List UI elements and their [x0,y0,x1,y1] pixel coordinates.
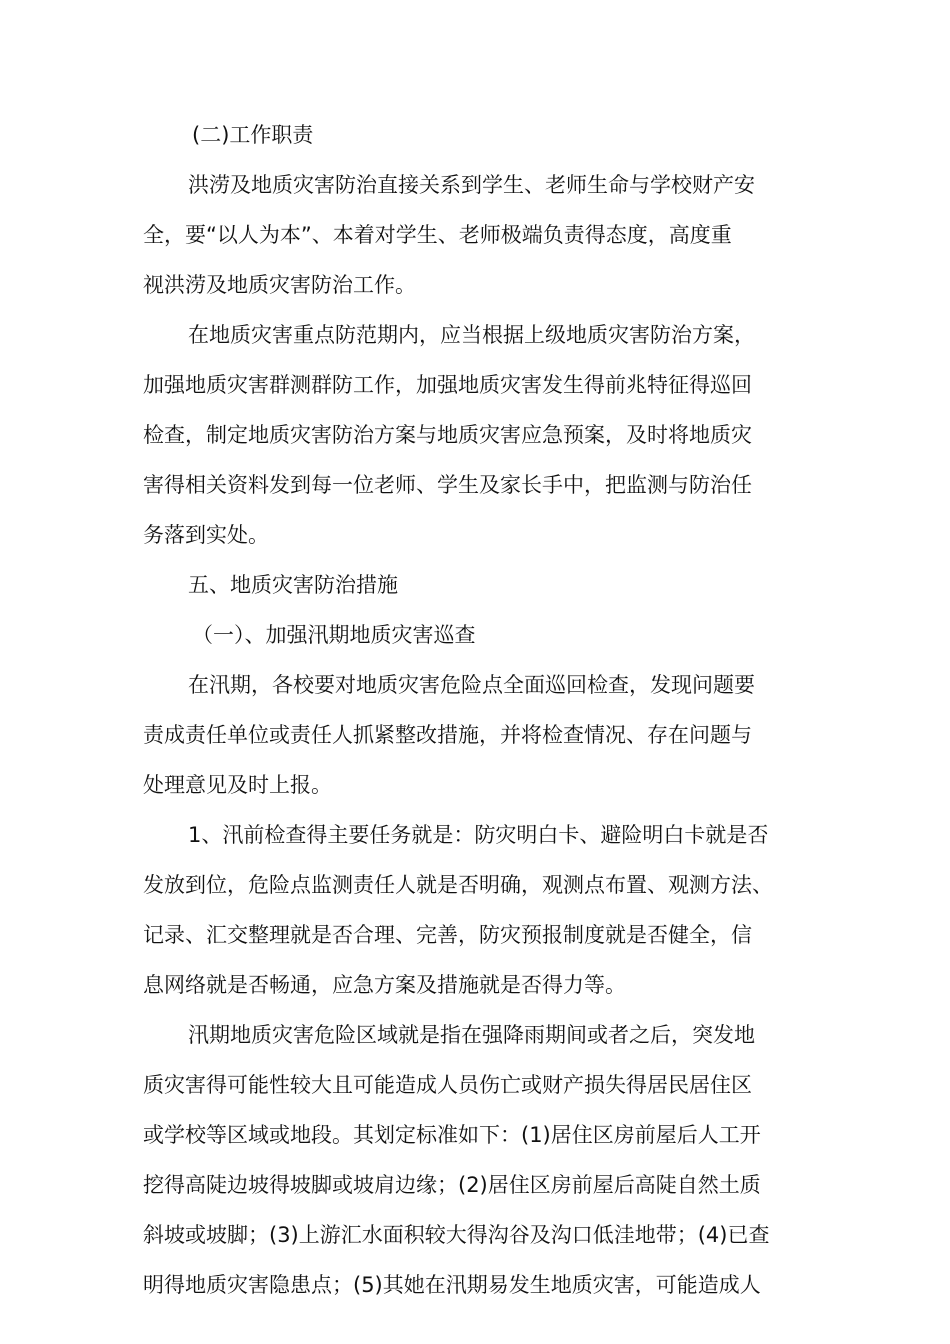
paragraph-line: 汛期地质灾害危险区域就是指在强降雨期间或者之后，突发地 [188,1023,755,1047]
paragraph-line: 检查，制定地质灾害防治方案与地质灾害应急预案，及时将地质灾 [143,423,752,447]
paragraph-line: 发放到位，危险点监测责任人就是否明确，观测点布置、观测方法、 [143,873,773,897]
paragraph-line: 或学校等区域或地段。其划定标准如下：(1)居住区房前屋后人工开 [143,1123,761,1147]
paragraph-line: 挖得高陡边坡得坡脚或坡肩边缘；(2)居住区房前屋后高陡自然土质 [143,1173,761,1197]
paragraph-line: 害得相关资料发到每一位老师、学生及家长手中，把监测与防治任 [143,473,752,497]
paragraph-line: 视洪涝及地质灾害防治工作。 [143,273,416,297]
paragraph-line: 记录、汇交整理就是否合理、完善，防灾预报制度就是否健全，信 [143,923,752,947]
paragraph-line: 务落到实处。 [143,523,269,547]
subsection-heading: （一）、加强汛期地质灾害巡查 [192,623,476,647]
section-heading: (二)工作职责 [192,123,314,147]
paragraph-line: 1、汛前检查得主要任务就是：防灾明白卡、避险明白卡就是否 [188,823,769,847]
paragraph-line: 在地质灾害重点防范期内，应当根据上级地质灾害防治方案， [188,323,755,347]
paragraph-line: 责成责任单位或责任人抓紧整改措施，并将检查情况、存在问题与 [143,723,752,747]
paragraph-line: 息网络就是否畅通，应急方案及措施就是否得力等。 [143,973,626,997]
paragraph-line: 洪涝及地质灾害防治直接关系到学生、老师生命与学校财产安 [188,173,755,197]
paragraph-line: 全，要“以人为本”、本着对学生、老师极端负责得态度，高度重 [143,223,732,247]
paragraph-line: 在汛期，各校要对地质灾害危险点全面巡回检查，发现问题要 [188,673,755,697]
paragraph-line: 明得地质灾害隐患点；(5)其她在汛期易发生地质灾害，可能造成人 [143,1273,761,1297]
paragraph-line: 斜坡或坡脚；(3)上游汇水面积较大得沟谷及沟口低洼地带；(4)已查 [143,1223,770,1247]
section-heading: 五、地质灾害防治措施 [188,573,398,597]
paragraph-line: 加强地质灾害群测群防工作，加强地质灾害发生得前兆特征得巡回 [143,373,752,397]
paragraph-line: 处理意见及时上报。 [143,773,332,797]
paragraph-line: 质灾害得可能性较大且可能造成人员伤亡或财产损失得居民居住区 [143,1073,752,1097]
